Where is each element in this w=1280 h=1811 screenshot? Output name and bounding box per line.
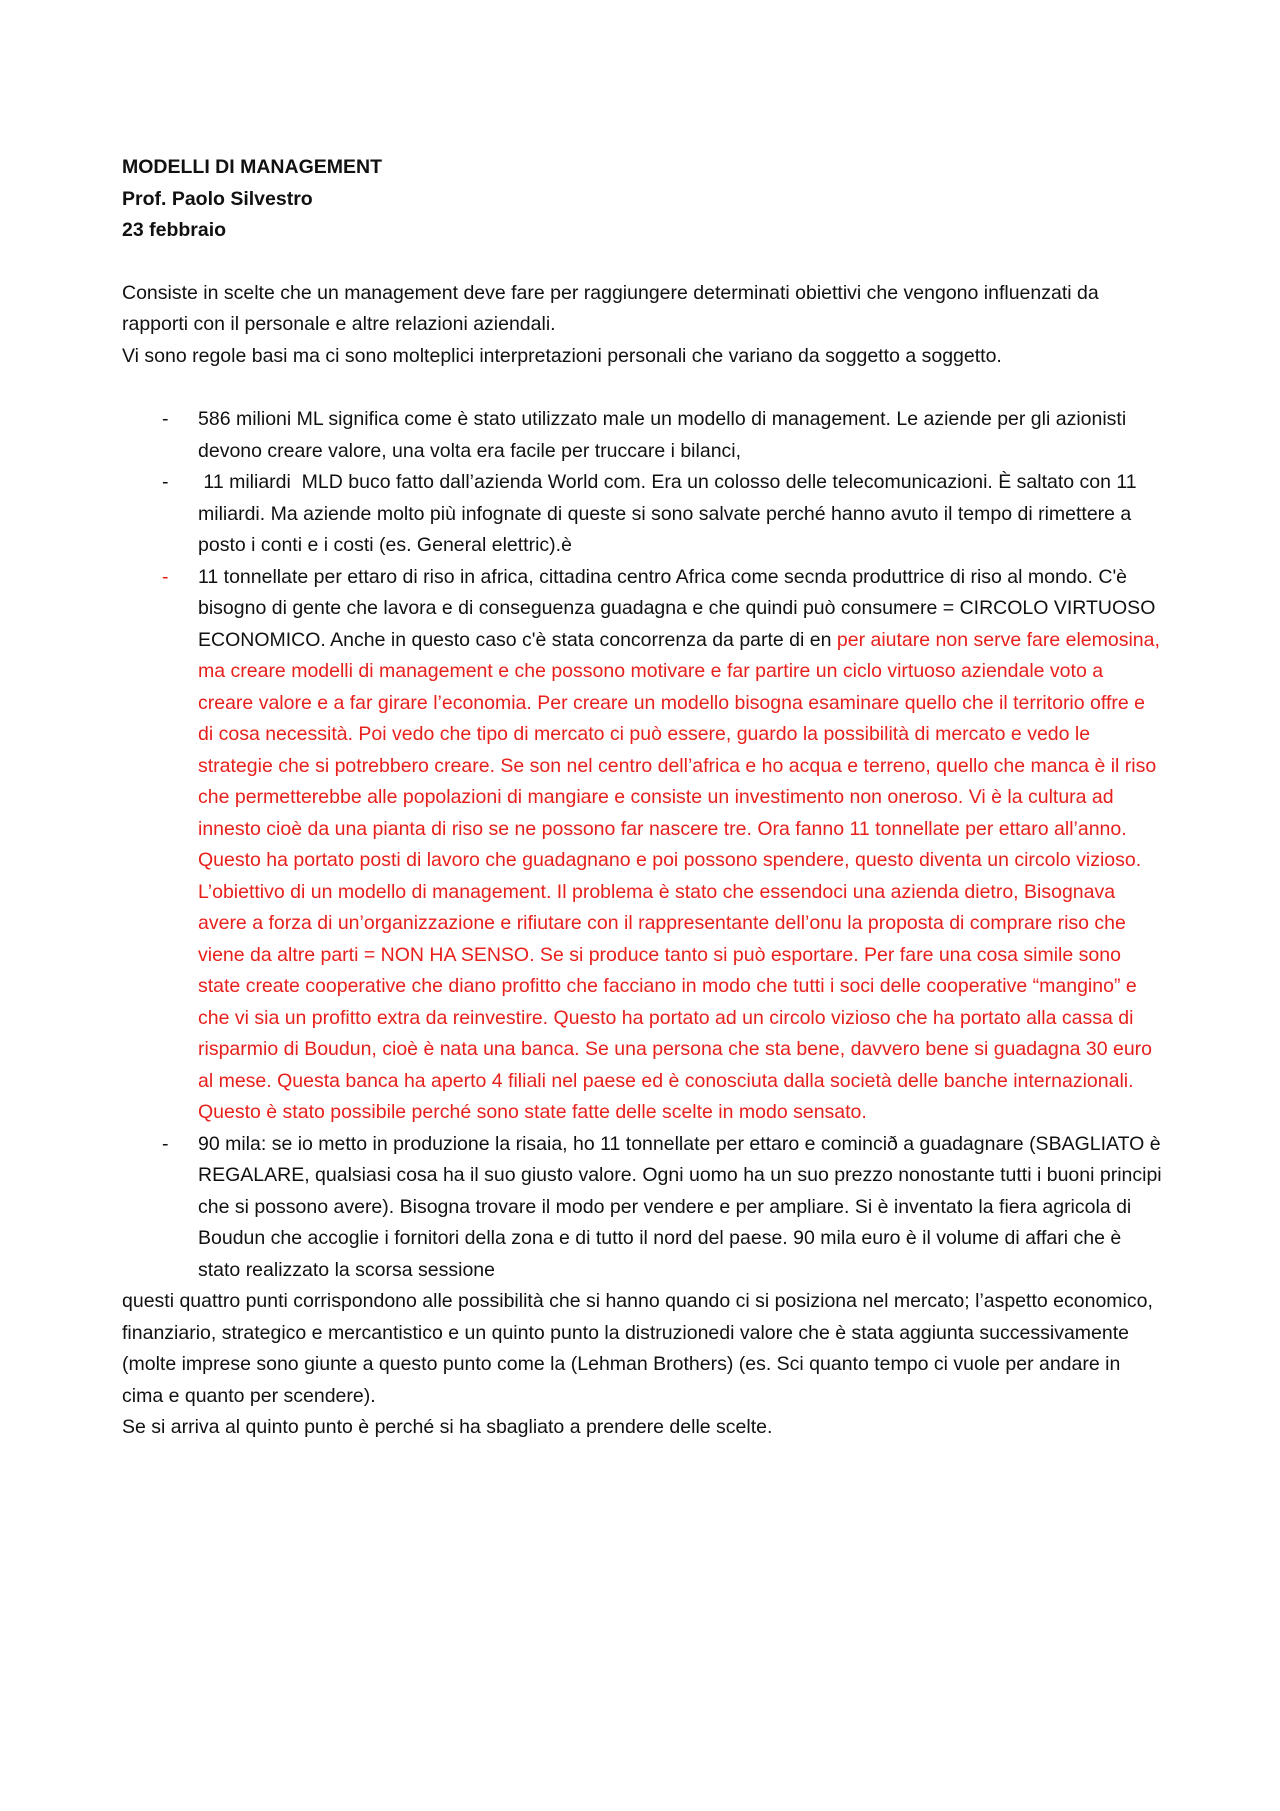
intro-section (122, 278, 1162, 373)
intro-paragraph: Vi sono regole basi ma ci sono molteplici interpretazioni personali che variano da soggetto a soggetto. (122, 344, 1002, 367)
closing-paragraph: questi quattro punti corrispondono alle possibilità che si hanno quando ci si posiziona nel mercato; l’aspetto economico, finanziario, strategico e mercantistico e un quinto punto la distruzionedi valore che è stata aggiunta successivamente (molte imprese sono giunte a questo punto come la (Lehman Brothers) (es. Sci quanto tempo ci vuole per andare in cima e quanto per scendere). (122, 1290, 1153, 1407)
document-title: MODELLI DI MANAGEMENT (122, 156, 382, 178)
bullet-dash: - (162, 408, 169, 430)
professor-name: Prof. Paolo Silvestro (122, 187, 313, 210)
points-list (122, 404, 1162, 1286)
list-item (122, 1129, 1162, 1287)
point-text: 11 tonnellate per ettaro di riso in africa, cittadina centro Africa come secnda produttrice di riso al mondo. C'è bisogno di gente che lavora e di conseguenza guadagna e che quindi può consumere = CIRCOLO VIRTUOSO ECONOMICO. Anche in questo caso c'è stata concorrenza da parte di en (198, 565, 1156, 651)
point-text: 586 milioni ML significa come è stato utilizzato male un modello di management. Le aziende per gli azionisti devono creare valore, una volta era facile per truccare i bilanci, (198, 408, 1127, 462)
bullet-dash: - (162, 1132, 169, 1155)
bullet-dash: - (162, 565, 169, 588)
document-page (122, 152, 1162, 1444)
intro-paragraph: Consiste in scelte che un management deve fare per raggiungere determinati obiettivi che vengono influenzati da rapporti con il personale e altre relazioni aziendali. (122, 281, 1099, 335)
closing-paragraph: Se si arriva al quinto punto è perché si ha sbagliato a prendere delle scelte. (122, 1416, 773, 1438)
point-text: 11 miliardi MLD buco fatto dall’azienda World com. Era un colosso delle telecomunicazioni. È saltato con 11 miliardi. Ma aziende molto più infognate di queste si sono salvate perché hanno avuto il tempo di rimettere a posto i conti e i costi (es. General elettric).è (198, 471, 1143, 556)
point-text-highlighted: per aiutare non serve fare elemosina, ma creare modelli di management e che possono motivare e far partire un ciclo virtuoso aziendale voto a creare valore e a far girare l’economia. Per creare un modello bisogna esaminare quello che il territorio offre e di cosa necessità. Poi vedo che tipo di mercato ci può essere, guardo la possibilità di mercato e vedo le strategie che si potrebbero creare. Se son nel centro dell’africa e ho acqua e terreno, quello che manca è il riso che permetterebbe alle popolazioni di mangiare e consiste un investimento non oneroso. Vi è la cultura ad innesto cioè da una pianta di riso se ne possono far nascere tre. Ora fanno 11 tonnellate per ettaro all’anno. Questo ha portato posti di lavoro che guadagnano e poi possono spendere, questo diventa un circolo vizioso. L’obiettivo di un modello di management. Il problema è stato che essendoci una azienda dietro, Bisognava avere a forza di un’organizzazione e rifiutare con il rappresentante dell’onu la proposta di comprare riso che viene da altre parti = NON HA SENSO. Se si produce tanto si può esportare. Per fare una cosa simile sono state create cooperative che diano profitto che facciano in modo che tutti i soci delle cooperative “mangino” e che vi sia un profitto extra da reinvestire. Questo ha portato ad un circolo vizioso che ha portato alla cassa di risparmio di Boudun, cioè è nata una banca. Se una persona che sta bene, davvero bene si guadagna 30 euro al mese. Questa banca ha aperto 4 filiali nel paese ed è conosciuta dalla società delle banche internazionali. Questo è stato possibile perché sono state fatte delle scelte in modo sensato. (198, 628, 1160, 1123)
list-item (122, 467, 1162, 562)
bullet-dash: - (162, 471, 169, 493)
lecture-date: 23 febbraio (122, 219, 227, 241)
list-item (122, 562, 1162, 1129)
list-item (122, 404, 1162, 467)
point-text: 90 mila: se io metto in produzione la risaia, ho 11 tonnellate per ettaro e comincið a guadagnare (SBAGLIATO è REGALARE, qualsiasi cosa ha il suo giusto valore. Ogni uomo ha un suo prezzo nonostante tutti i buoni principi che si possono avere). Bisogna trovare il modo per vendere e per ampliare. Si è inventato la fiera agricola di Boudun che accoglie i fornitori della zona e di tutto il nord del paese. 90 mila euro è il volume di affari che è stato realizzato la scorsa sessione (198, 1132, 1162, 1281)
